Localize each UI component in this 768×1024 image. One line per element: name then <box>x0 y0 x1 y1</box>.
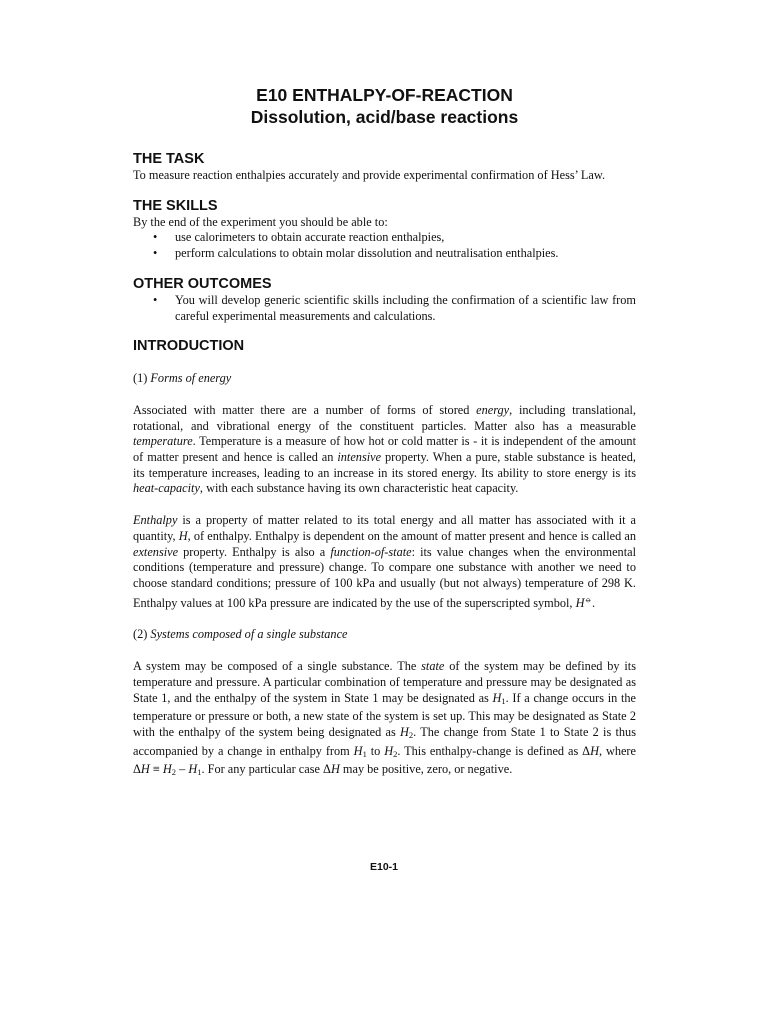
paragraph-single-substance: A system may be composed of a single substance. The state of the system may be defined by its temperature and pressure. A particular combination of temperature and pressure may be designated as State 1, and the enthalpy of the system in State 1 may be designated as $H_1$. If a change occurs in the temperature or pressure or both, a new state of the system is set up. This may be designated as State 2 with the enthalpy of the system being designated as $H_2$. The change from State 1 to State 2 is thus accompanied by a change in enthalpy from $H_1$ to $H_2$. This enthalpy-change is defined as ΔH, where $\Delta H \equiv H_2 - H_1$. For any particular case ΔH may be positive, zero, or negative. <box>133 659 636 778</box>
section-2-title: (2) Systems composed of a single substance <box>133 627 348 642</box>
standard-state-symbol: ⦵ <box>584 593 593 604</box>
bullet-icon: • <box>153 230 158 245</box>
heading-task: THE TASK <box>133 151 205 167</box>
heading-outcomes: OTHER OUTCOMES <box>133 275 272 292</box>
document-page <box>133 84 636 781</box>
page-number: E10-1 <box>369 861 399 873</box>
outcomes-list <box>133 293 636 324</box>
paragraph-forms-of-energy: Associated with matter there are a number of forms of stored energy, including translational, rotational, and vibrational energy of the constituent particles. Matter also has a measurable temperature. Temperature is a measure of how hot or cold matter is - it is independent of the amount of matter present and hence is called an intensive property. When a pure, stable substance is heated, its temperature increases, leading to an increase in its stored energy. Its ability to store energy is its heat-capacity, with each substance having its own characteristic heat capacity. <box>133 402 636 496</box>
skills-intro: By the end of the experiment you should be able to: <box>133 214 388 229</box>
document-title: E10 ENTHALPY-OF-REACTION <box>256 85 513 105</box>
paragraph-enthalpy: Enthalpy is a property of matter related to its total energy and all matter has associated with it a quantity, H, of enthalpy. Enthalpy is dependent on the amount of matter present and hence is called an extensive property. Enthalpy is also a function-of-state: its value changes when the environmental conditions (temperature and pressure) change. To compare one substance with another we need to choose standard conditions; pressure of 100 kPa and usually (but not always) temperature of 298 K. Enthalpy values at 100 kPa pressure are indicated by the use of the superscripted symbol, H⦵. <box>133 513 636 610</box>
heading-skills: THE SKILLS <box>133 197 218 214</box>
list-item: • perform calculations to obtain molar dissolution and neutralisation enthalpies. <box>153 246 559 261</box>
section-1-title: (1) Forms of energy <box>133 371 232 386</box>
document-subtitle: Dissolution, acid/base reactions <box>250 107 519 127</box>
heading-introduction: INTRODUCTION <box>133 338 245 355</box>
bullet-icon: • <box>153 246 158 261</box>
list-item: • use calorimeters to obtain accurate reaction enthalpies, <box>153 230 445 245</box>
task-text: To measure reaction enthalpies accurately and provide experimental confirmation of Hess’ Law. <box>133 168 606 182</box>
bullet-icon: • <box>153 292 158 307</box>
skills-list <box>133 230 636 261</box>
list-item: • You will develop generic scientific skills including the confirmation of a scientific law from careful experimental measurements and calculations. <box>153 292 636 323</box>
